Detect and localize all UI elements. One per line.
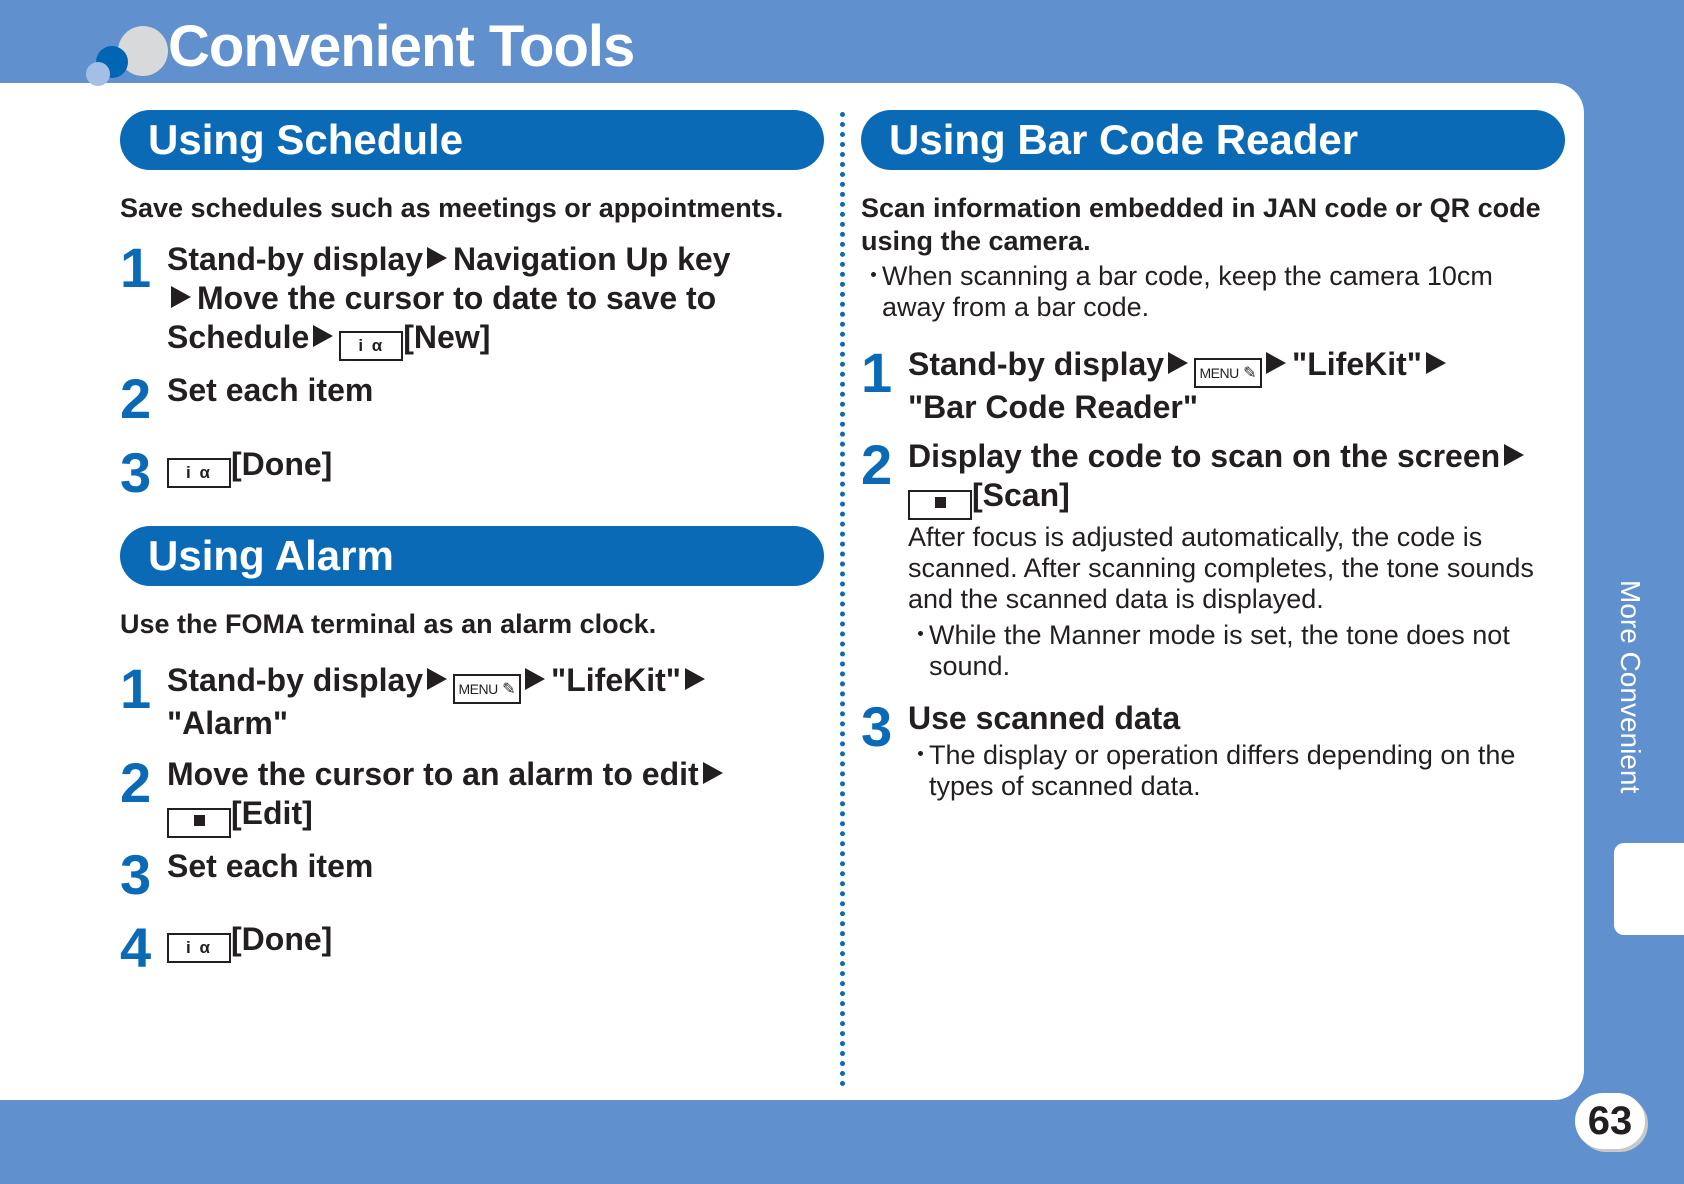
- arrow-right-icon: [427, 668, 447, 690]
- arrow-right-icon: [685, 668, 705, 690]
- arrow-right-icon: [703, 762, 723, 784]
- step-text: Schedule: [167, 319, 310, 355]
- menu-key-icon: MENU ✎: [1194, 358, 1262, 388]
- chapter-tab: [1614, 843, 1684, 935]
- scanned-data-note: ・ The display or operation differs depending on the types of scanned data.: [907, 740, 1516, 801]
- step-text: Move the cursor to an alarm to edit: [167, 756, 699, 792]
- step-number: 4: [120, 916, 152, 979]
- step-number: 1: [120, 236, 152, 299]
- step-text: [Scan]: [972, 477, 1070, 513]
- step-text: "Bar Code Reader": [908, 389, 1198, 425]
- step-text: Move the cursor to date to save to: [197, 280, 717, 316]
- step-text: [Done]: [231, 921, 333, 957]
- chapter-side-label: More Convenient: [1615, 580, 1646, 794]
- center-key-icon: [167, 808, 231, 838]
- step-number: 3: [120, 441, 152, 504]
- arrow-right-icon: [313, 325, 333, 347]
- step-text: Stand-by display: [908, 346, 1165, 382]
- step-number: 3: [120, 843, 152, 906]
- schedule-intro: Save schedules such as meetings or appointments.: [120, 193, 784, 223]
- step-text: "LifeKit": [1292, 346, 1422, 382]
- center-key-icon: [908, 490, 972, 520]
- step-text: Navigation Up key: [453, 241, 731, 277]
- step-text: [Edit]: [231, 795, 313, 831]
- arrow-right-icon: [1168, 352, 1188, 374]
- i-alpha-key-icon: i α: [167, 458, 231, 488]
- arrow-right-icon: [427, 247, 447, 269]
- step-text: Stand-by display: [167, 241, 424, 277]
- section-heading-barcode: Using Bar Code Reader: [861, 110, 1565, 170]
- bottom-band: [0, 1100, 1684, 1184]
- i-alpha-key-icon: i α: [167, 933, 231, 963]
- column-divider: [840, 112, 845, 1087]
- i-alpha-key-icon: i α: [339, 331, 403, 361]
- arrow-right-icon: [525, 668, 545, 690]
- alarm-intro: Use the FOMA terminal as an alarm clock.: [120, 609, 657, 639]
- section-heading-alarm: Using Alarm: [120, 526, 824, 586]
- step-number: 2: [861, 433, 893, 496]
- page-title: Convenient Tools: [168, 14, 635, 79]
- menu-key-icon: MENU ✎: [453, 674, 521, 704]
- barcode-note: ・ When scanning a bar code, keep the camera 10cm away from a bar code.: [860, 261, 1493, 322]
- arrow-right-icon: [1266, 352, 1286, 374]
- step-text: Set each item: [167, 372, 374, 408]
- section-heading-schedule: Using Schedule: [120, 110, 824, 170]
- step-number: 2: [120, 367, 152, 430]
- arrow-right-icon: [1426, 352, 1446, 374]
- step-number: 3: [861, 695, 893, 758]
- step-text: "Alarm": [167, 705, 289, 741]
- step-text: Use scanned data: [908, 700, 1181, 736]
- step-text: "LifeKit": [551, 662, 681, 698]
- arrow-right-icon: [1504, 444, 1524, 466]
- scan-description: After focus is adjusted automatically, the code is scanned. After scanning completes, the tone sounds and the scanned data is displayed.: [908, 522, 1534, 614]
- header-dots-icon: [84, 24, 170, 86]
- arrow-right-icon: [171, 286, 191, 308]
- step-number: 1: [861, 341, 893, 404]
- step-number: 2: [120, 751, 152, 814]
- manner-mode-note: ・ While the Manner mode is set, the tone does not sound.: [907, 620, 1510, 681]
- barcode-intro: Scan information embedded in JAN code or QR code using the camera.: [861, 193, 1541, 256]
- step-text: Display the code to scan on the screen: [908, 438, 1501, 474]
- step-text: [New]: [403, 319, 491, 355]
- step-text: Set each item: [167, 848, 374, 884]
- step-text: Stand-by display: [167, 662, 424, 698]
- step-text: [Done]: [231, 446, 333, 482]
- step-number: 1: [120, 657, 152, 720]
- page-number: 63: [1575, 1093, 1645, 1149]
